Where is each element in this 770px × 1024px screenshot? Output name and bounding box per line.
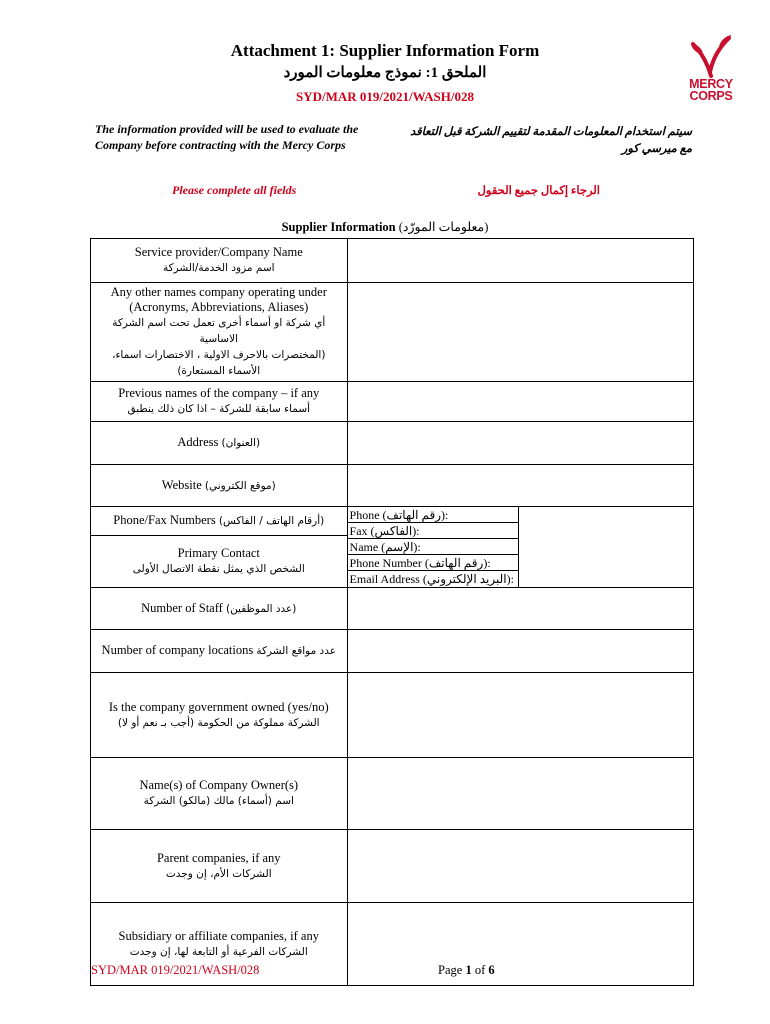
label-english: Subsidiary or affiliate companies, if any [118, 928, 319, 943]
label-arabic: أسماء سابقة للشركة – اذا كان ذلك ينطبق [127, 403, 311, 415]
company-owners-field[interactable] [347, 758, 693, 830]
number-of-staff-label [91, 588, 348, 630]
contact-email-field[interactable]: Email Address (البريد الإلكتروني): [349, 572, 514, 586]
label-arabic-line2: (المختصرات بالاحرف الاولية ، الاختصارات اسماء، [112, 349, 326, 361]
logo-text-corps: CORPS [689, 89, 733, 103]
footer-reference-code: SYD/MAR 019/2021/WASH/028 [91, 963, 260, 977]
previous-names-label [91, 382, 348, 422]
page-total: 6 [488, 963, 495, 977]
address-label [91, 422, 348, 465]
label-english: Name(s) of Company Owner(s) [139, 778, 299, 792]
table-row [91, 507, 694, 536]
label-english: Address [177, 435, 219, 449]
logo-text-mercy: MERCY [689, 77, 733, 91]
label-english: Primary Contact [177, 546, 260, 560]
label-english: Parent companies, if any [156, 850, 281, 865]
table-row [91, 283, 694, 382]
phone-field[interactable]: Phone (رقم الهاتف): [348, 507, 518, 523]
supplier-information-table [90, 238, 694, 986]
label-arabic: الشخص الذي يمثل نقطة الاتصال الأولى [132, 563, 305, 575]
address-field[interactable] [347, 422, 693, 465]
page-title: Attachment 1: Supplier Information Form [230, 41, 540, 60]
label-english: Number of company locations [101, 643, 254, 657]
complete-all-fields-notice-arabic: الرجاء إكمال جميع الحقول [477, 185, 600, 197]
table-row [91, 630, 694, 673]
government-owned-label [91, 673, 348, 758]
government-owned-field[interactable] [347, 673, 693, 758]
other-names-field[interactable] [347, 283, 693, 382]
label-arabic: (موقع الكتروني) [204, 479, 276, 492]
section-title [0, 219, 770, 235]
label-arabic: عدد مواقع الشركة [256, 645, 336, 657]
section-title-english: Supplier Information [281, 220, 396, 234]
company-owners-label [91, 758, 348, 830]
intro-text-arabic: سيتم استخدام المعلومات المقدمة لتقييم الشركة قبل التعاقد مع ميرسي كور [410, 126, 692, 155]
label-english: Number of Staff [141, 600, 223, 615]
table-row [91, 830, 694, 903]
table-row [91, 673, 694, 758]
label-english: Previous names of the company – if any [118, 386, 320, 400]
label-english-line2: (Acronyms, Abbreviations, Aliases) [129, 300, 309, 314]
parent-companies-field[interactable] [347, 830, 693, 903]
label-english: Phone/Fax Numbers [113, 513, 216, 527]
label-english: Website [161, 477, 202, 492]
phone-fax-label [91, 507, 348, 536]
label-arabic: (أرقام الهاتف / الفاكس) [218, 515, 325, 527]
label-arabic-line1: أي شركة او أسماء أخرى تعمل تحت اسم الشركة الاساسية [112, 317, 326, 345]
label-arabic: اسم مزود الخدمة/الشركة [162, 262, 275, 274]
company-name-label [91, 239, 348, 283]
label-english-line1: Any other names company operating under [110, 285, 327, 299]
complete-all-fields-notice: Please complete all fields [172, 183, 297, 197]
page-number [438, 963, 495, 978]
page-current: 1 [465, 963, 472, 977]
contact-name-field[interactable]: Name (الإسم): [348, 539, 518, 555]
subsidiary-companies-field[interactable] [347, 903, 693, 986]
label-english: Is the company government owned (yes/no) [108, 699, 329, 714]
page-title-arabic: الملحق 1: نموذج معلومات المورد [283, 65, 487, 81]
label-arabic: الشركة مملوكة من الحكومة (أجب بـ نعم أو لا) [117, 716, 320, 729]
previous-names-field[interactable] [347, 382, 693, 422]
primary-contact-label [91, 536, 348, 588]
mercy-corps-logo-icon [689, 32, 733, 78]
company-name-field[interactable] [347, 239, 693, 283]
label-arabic: (عدد الموظفين) [225, 602, 297, 615]
label-arabic: (العنوان) [221, 437, 261, 449]
label-english: Service provider/Company Name [134, 245, 303, 259]
mercy-corps-logo [680, 32, 742, 107]
other-names-label [91, 283, 348, 382]
label-arabic: اسم (أسماء) مالك (مالكو) الشركة [143, 795, 294, 807]
parent-companies-label [91, 830, 348, 903]
table-row [91, 758, 694, 830]
website-field[interactable] [347, 465, 693, 507]
fax-field[interactable]: Fax (الفاكس): [348, 523, 518, 539]
title-block [0, 40, 770, 108]
reference-code: SYD/MAR 019/2021/WASH/028 [295, 89, 475, 104]
contact-phone-number-field[interactable]: Phone Number (رقم الهاتف): [348, 555, 518, 571]
contact-details-cell [347, 507, 693, 588]
table-row [91, 588, 694, 630]
table-row [91, 382, 694, 422]
table-row [91, 239, 694, 283]
intro-text-english: The information provided will be used to evaluate the Company before contracting with the Mercy Corps [95, 122, 359, 152]
section-title-arabic: (معلومات المورّد) [398, 220, 489, 234]
label-arabic: الشركات الأم، إن وجدت [165, 867, 272, 880]
label-arabic: الشركات الفرعية أو التابعة لها، إن وجدت [129, 945, 308, 958]
contact-details-blank [519, 507, 693, 587]
table-row [91, 422, 694, 465]
table-row [91, 465, 694, 507]
company-locations-field[interactable] [347, 630, 693, 673]
website-label [91, 465, 348, 507]
number-of-staff-field[interactable] [347, 588, 693, 630]
label-arabic-line3: الأسماء المستعارة) [177, 365, 261, 377]
page-prefix: Page [438, 963, 466, 977]
company-locations-label [91, 630, 348, 673]
page-of: of [471, 963, 489, 977]
